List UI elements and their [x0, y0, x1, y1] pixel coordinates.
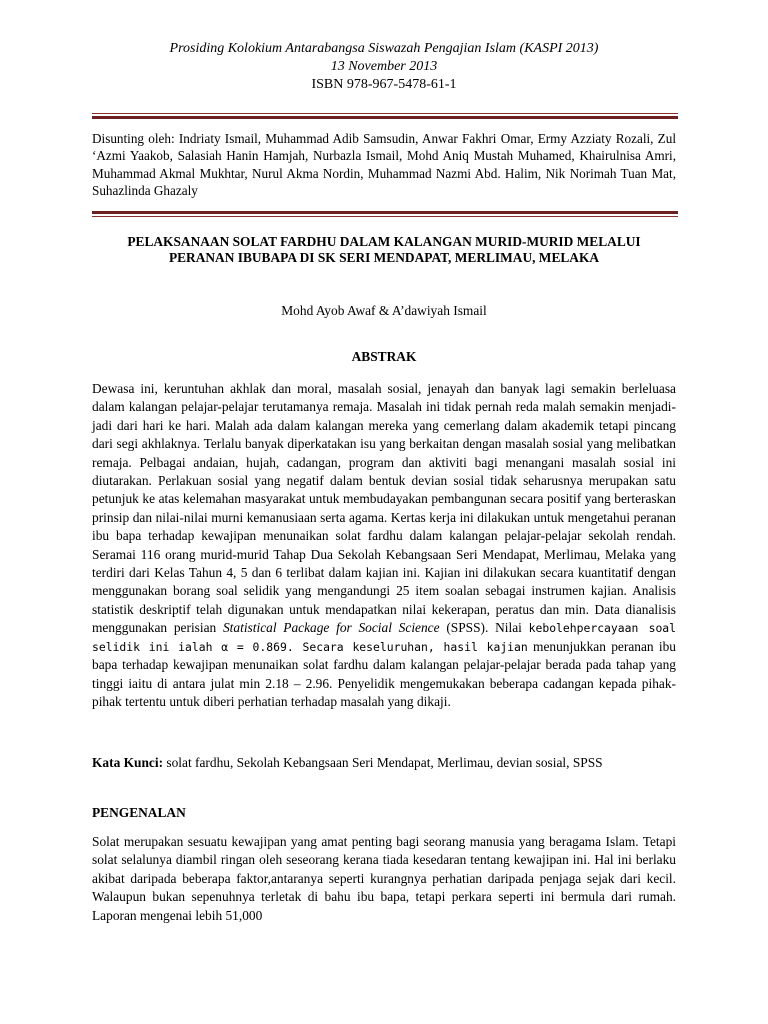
keywords-text: solat fardhu, Sekolah Kebangsaan Seri Mendapat, Merlimau, devian sosial, SPSS: [163, 755, 603, 770]
proceedings-title: Prosiding Kolokium Antarabangsa Siswazah Pengajian Islam (KASPI 2013): [169, 41, 599, 56]
abstract-text-3: menunjukkan peranan ibu bapa terhadap kewajipan menunaikan solat fardhu dalam kalangan pelajar-pelajar berada pada tahap yang tinggi iaitu di antara julat min 2.18 – 2.96. Penyelidik mengemukakan beberapa cadangan kepada pihak-pihak tertentu untuk diberi perhatian terhadap masalah yang dikaji.: [92, 638, 676, 709]
paper-title: PELAKSANAAN SOLAT FARDHU DALAM KALANGAN MURID-MURID MELALUI PERANAN IBUBAPA DI SK SERI MENDAPAT, MERLIMAU, MELAKA: [127, 234, 641, 265]
abstract-reliability: kebolehpercayaan soal selidik ini ialah α = 0.869. Secara keseluruhan, hasil kajian: [92, 621, 677, 654]
abstract-heading: ABSTRAK: [351, 349, 417, 364]
abstract-text-1: Dewasa ini, keruntuhan akhlak dan moral, masalah sosial, jenayah dan banyak lagi semakin berleluasa dalam kalangan pelajar-pelajar terutamanya remaja. Masalah ini tidak pernah reda malah semakin menjadi-jadi dari hari ke hari. Malah ada dalam kalangan mereka yang cemerlang dalam akademik tetapi pincang dari segi akhlaknya. Terlalu banyak diperkatakan isu yang berkaitan dengan masalah sosial yang melibatkan remaja. Pelbagai andaian, hujah, cadangan, program dan aktiviti bagi menangani masalah sosial ini diutarakan. Perlakuan sosial yang negatif dalam bentuk devian sosial tidak seharusnya merupakan satu petunjuk ke atas kelemahan masyarakat untuk membudayakan pembangunan secara positif yang berteraskan prinsip dan nilai-nilai murni kemanusiaan serta agama. Kertas kerja ini dilakukan untuk mengetahui peranan ibu bapa terhadap kewajipan menunaikan solat fardhu dalam kalangan pelajar-pelajar sekolah rendah. Seramai 116 orang murid-murid Tahap Dua Sekolah Kebangsaan Seri Mendapat, Merlimau, Melaka yang terdiri dari Kelas Tahun 4, 5 dan 6 terlibat dalam kajian ini. Kajian ini dilakukan secara kuantitatif dengan menggunakan borang soal selidik yang mengandungi 25 item soalan sebagai instrumen kajian. Analisis statistik deskriptif telah digunakan untuk mendapatkan nilai kekerapan, peratus dan min. Data dianalisis menggunakan perisian: [92, 381, 676, 636]
keywords-label: Kata Kunci:: [92, 755, 164, 770]
header-rule-thick: [92, 116, 678, 119]
isbn: ISBN 978-967-5478-61-1: [311, 77, 457, 92]
proceedings-date: 13 November 2013: [330, 59, 438, 74]
abstract-text-2: (SPSS). Nilai: [439, 620, 529, 636]
introduction-heading: PENGENALAN: [92, 805, 186, 820]
editors-list: Disunting oleh: Indriaty Ismail, Muhammad Adib Samsudin, Anwar Fakhri Omar, Ermy Azziaty Rozali, Zul ‘Azmi Yaakob, Salasiah Hanin Hamjah, Nurbazla Ismail, Mohd Aniq Mustah Muhamed, Khairulnisa Amri, Muhammad Akmal Mukhtar, Nurul Akma Nordin, Muhammad Nazmi Abd. Halim, Nik Norimah Tuan Mat, Suhazlinda Ghazaly: [92, 131, 676, 199]
editors-rule-thin: [92, 216, 678, 217]
introduction-body: Solat merupakan sesuatu kewajipan yang amat penting bagi seorang manusia yang beragama Islam. Tetapi solat selalunya diambil ringan oleh seseorang kerana tiada kesedaran tentang kewajipan ini. Hal ini berlaku akibat daripada beberapa faktor,antaranya seperti kurangnya perhatian daripada penjaga sejak dari kecil. Walaupun bukan sepenuhnya terletak di bahu ibu bapa, tetapi perkara seperti ini bermula dari rumah. Laporan mengenai lebih 51,000: [92, 834, 676, 923]
abstract-body: [92, 380, 676, 711]
editors-rule-thick: [92, 211, 678, 214]
keywords: [92, 754, 676, 772]
proceedings-header: [90, 40, 678, 94]
paper-authors: Mohd Ayob Awaf & A’dawiyah Ismail: [281, 303, 487, 318]
abstract-software-name: Statistical Package for Social Science: [222, 620, 440, 636]
header-rule-thin: [92, 113, 678, 114]
